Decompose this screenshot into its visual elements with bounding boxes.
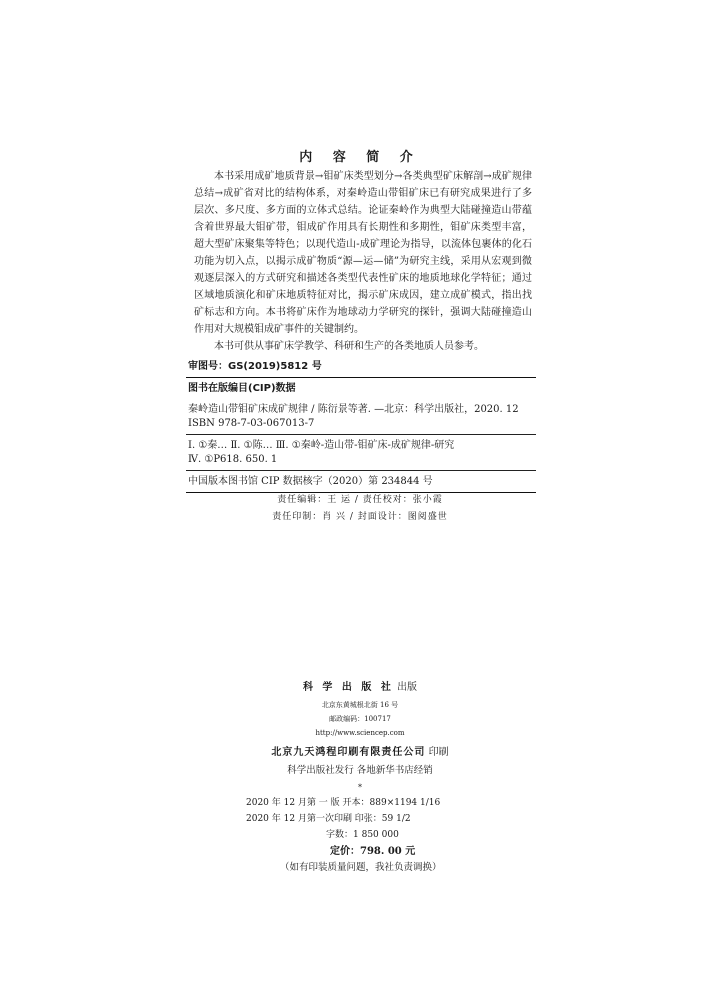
separator-star: *	[358, 783, 362, 792]
credits-editors: 责任编辑：王 运 / 责任校对：张小霞	[277, 495, 443, 505]
publisher-name: 科 学 出 版 社	[302, 682, 394, 693]
cip-block	[186, 356, 536, 493]
cip-heading: 图书在版编目(CIP)数据	[188, 383, 296, 394]
cip-isbn: ISBN 978-7-03-067013-7	[188, 418, 315, 429]
price: 定价：798. 00 元	[330, 846, 416, 857]
quality-notice: （如有印装质量问题，我社负责调换）	[280, 862, 442, 873]
intro-paragraph: 本书采用成矿地质背景→钼矿床类型划分→各类典型矿床解剖→成矿规律总结→成矿省对比的结构体系，对秦岭造山带钼矿床已有研究成果进行了多层次、多尺度、多方面的立体式总结。论证秦岭作为典型大陆碰撞造山带蕴含着世界最大钼矿带，钼成矿作用具有长期性和多期性，钼矿床类型丰富，超大型矿床聚集等特色；以现代造山-成矿理论为指导，以流体包裹体的化石功能为切入点，以揭示成矿物质“源—运—储”为研究主线，采用从宏观到微观逐层深入的方式研究和描述各类型代表性矿床的地质地球化学特征；通过区域地质演化和矿床地质特征对比，揭示矿床成因，建立成矿模式，指出找矿标志和方向。本书将矿床作为地球动力学研究的探针，强调大陆碰撞造山作用对大规模钼成矿事件的关键制约。	[194, 171, 532, 335]
publisher-url: http://www.sciencep.com	[315, 729, 405, 737]
cip-classification: Ⅰ. ①秦… Ⅱ. ①陈… Ⅲ. ①秦岭-造山带-钼矿床-成矿规律-研究	[188, 440, 455, 451]
publisher-line	[0, 678, 720, 698]
printer-suffix: 印刷	[428, 747, 449, 758]
credits-production: 责任印制：肖 兴 / 封面设计：图阅盛世	[272, 512, 448, 522]
intro-paragraph: 本书可供从事矿床学教学、科研和生产的各类地质人员参考。	[214, 341, 484, 352]
cip-record-number: 中国版本图书馆 CIP 数据核字（2020）第 234844 号	[188, 476, 433, 487]
intro-title: 内 容 简 介	[299, 150, 421, 165]
cip-classification: Ⅳ. ①P618. 650. 1	[188, 454, 278, 465]
map-approval-number: 审图号：GS(2019)5812 号	[188, 361, 322, 372]
printing-info: 2020 年 12 月第一次印刷 印张：59 1/2	[246, 814, 411, 824]
printer-name: 北京九天鸿程印刷有限责任公司	[271, 747, 426, 758]
intro-text	[194, 168, 532, 355]
word-count: 字数：1 850 000	[326, 830, 399, 840]
credits	[0, 492, 720, 526]
edition-info: 2020 年 12 月第 一 版 开本：889×1194 1/16	[246, 798, 441, 808]
publisher-suffix: 出版	[397, 682, 418, 693]
printer-line	[0, 744, 720, 762]
publisher-address: 北京东黄城根北街 16 号	[321, 701, 399, 709]
cip-citation: 秦岭造山带钼矿床成矿规律 / 陈衍景等著. —北京：科学出版社，2020. 12	[188, 404, 519, 415]
print-specs	[246, 795, 486, 876]
publisher-postcode: 邮政编码：100717	[329, 715, 391, 723]
distribution: 科学出版社发行 各地新华书店经销	[287, 765, 433, 776]
publisher-info	[0, 678, 720, 796]
